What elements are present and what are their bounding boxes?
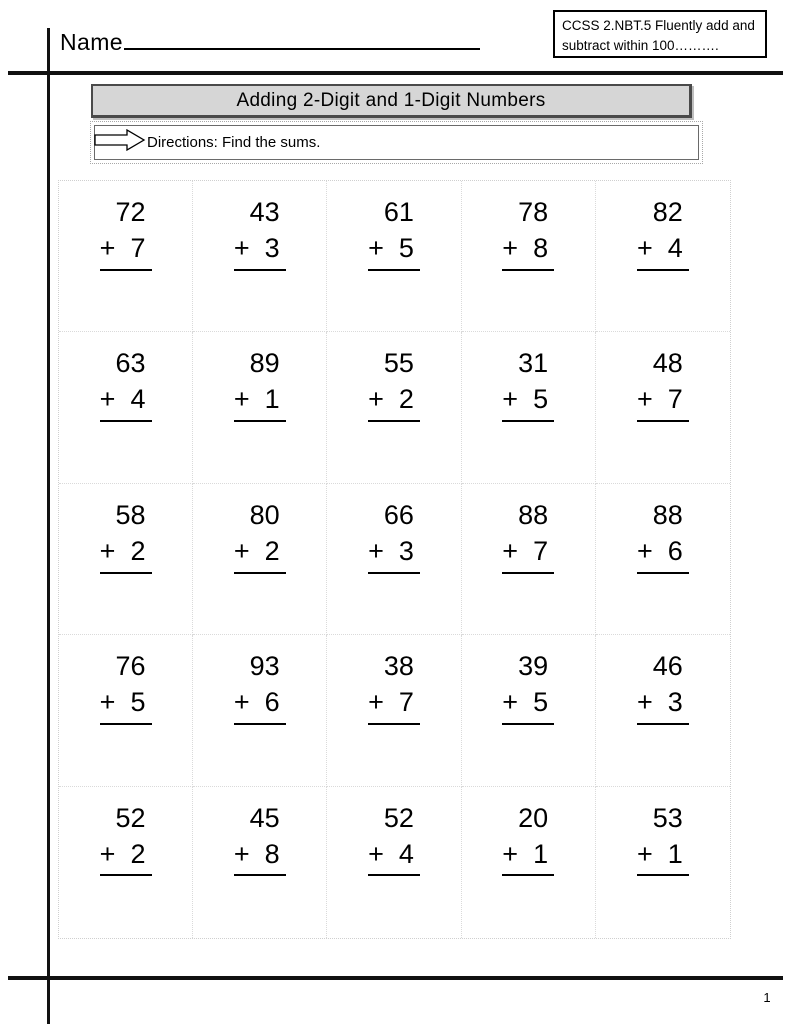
operator: + xyxy=(368,384,384,415)
problem-cell[interactable] xyxy=(327,635,461,786)
addend-value: 4 xyxy=(130,384,146,415)
problem-cell[interactable] xyxy=(596,332,730,483)
problem-cell[interactable] xyxy=(59,181,193,332)
operator: + xyxy=(99,838,116,869)
ccss-standard-box xyxy=(553,10,767,58)
addend-value: 5 xyxy=(130,687,146,718)
addend-value: 2 xyxy=(264,535,280,566)
addend-bottom xyxy=(637,837,689,877)
addend-top: 52 xyxy=(115,802,146,833)
addend-bottom xyxy=(368,837,420,877)
directions-inner-frame xyxy=(94,125,699,160)
operator: + xyxy=(502,535,519,566)
addend-value: 2 xyxy=(130,838,146,869)
addend-value: 4 xyxy=(667,232,683,263)
addend-bottom xyxy=(234,837,286,877)
problem xyxy=(502,346,554,422)
page-number: 1 xyxy=(763,990,771,1005)
right-arrow-icon xyxy=(94,129,146,156)
addend-value: 5 xyxy=(398,232,414,263)
addend-bottom xyxy=(368,685,420,725)
problem xyxy=(637,195,689,271)
operator: + xyxy=(233,384,250,415)
addend-value: 1 xyxy=(264,384,280,415)
problem xyxy=(100,195,152,271)
addend-top: 76 xyxy=(115,651,146,682)
operator: + xyxy=(233,838,250,869)
operator: + xyxy=(99,687,116,718)
problem xyxy=(100,649,152,725)
addend-top: 88 xyxy=(652,499,683,530)
problem xyxy=(637,346,689,422)
problem xyxy=(502,195,554,271)
operator: + xyxy=(368,687,384,718)
addend-value: 2 xyxy=(130,535,146,566)
operator: + xyxy=(636,384,653,415)
operator: + xyxy=(502,838,519,869)
problem-cell[interactable] xyxy=(462,635,596,786)
addend-top: 78 xyxy=(518,197,549,227)
addend-top: 66 xyxy=(383,499,414,530)
operator: + xyxy=(636,687,653,718)
addend-bottom xyxy=(234,231,286,271)
worksheet-title-banner xyxy=(91,84,692,118)
problem-cell[interactable] xyxy=(327,787,461,938)
operator: + xyxy=(233,232,250,263)
problem-cell[interactable] xyxy=(462,484,596,635)
addend-bottom xyxy=(637,534,689,574)
problem-cell[interactable] xyxy=(59,787,193,938)
footer-divider-rule xyxy=(8,976,783,980)
operator: + xyxy=(502,687,519,718)
page-title: Adding 2-Digit and 1-Digit Numbers xyxy=(236,89,546,111)
addend-value: 6 xyxy=(667,535,683,566)
addend-top: 48 xyxy=(652,348,683,379)
addend-top: 43 xyxy=(249,197,280,227)
problem-cell[interactable] xyxy=(596,635,730,786)
operator: + xyxy=(636,838,653,869)
operator: + xyxy=(636,232,653,263)
operator: + xyxy=(99,384,116,415)
addend-top: 53 xyxy=(652,802,683,833)
problem xyxy=(502,498,554,574)
addend-top: 72 xyxy=(115,197,146,227)
addend-value: 3 xyxy=(667,687,683,718)
problem-cell[interactable] xyxy=(59,332,193,483)
problem-cell[interactable] xyxy=(59,484,193,635)
problem-cell[interactable] xyxy=(193,332,327,483)
problem xyxy=(100,801,152,877)
addend-bottom xyxy=(100,231,152,271)
addend-top: 31 xyxy=(518,348,549,379)
addend-top: 52 xyxy=(383,802,414,833)
addend-value: 3 xyxy=(264,232,280,263)
operator: + xyxy=(233,687,250,718)
addend-top: 20 xyxy=(518,802,549,833)
addend-top: 58 xyxy=(115,499,146,530)
problem xyxy=(234,195,286,271)
problem xyxy=(502,649,554,725)
problem-cell[interactable] xyxy=(327,484,461,635)
addend-bottom xyxy=(637,382,689,422)
addend-top: 93 xyxy=(249,651,280,682)
problem-cell[interactable] xyxy=(327,181,461,332)
directions-box xyxy=(90,121,703,164)
addend-bottom xyxy=(234,382,286,422)
addend-top: 55 xyxy=(383,348,414,379)
addend-bottom xyxy=(502,231,554,271)
addend-bottom xyxy=(637,231,689,271)
addend-top: 45 xyxy=(249,802,280,833)
addend-bottom xyxy=(100,382,152,422)
problem xyxy=(502,801,554,877)
problem-cell[interactable] xyxy=(596,484,730,635)
addend-value: 1 xyxy=(533,838,549,869)
name-label: Name xyxy=(60,29,123,55)
addend-value: 6 xyxy=(264,687,280,718)
operator: + xyxy=(368,838,384,869)
ccss-standard-text: CCSS 2.NBT.5 Fluently add and subtract within 100………. xyxy=(562,18,755,53)
addend-bottom xyxy=(502,382,554,422)
addend-value: 7 xyxy=(667,384,683,415)
addend-bottom xyxy=(368,231,420,271)
problem xyxy=(368,498,420,574)
problem-cell[interactable] xyxy=(462,332,596,483)
addend-bottom xyxy=(502,534,554,574)
problem xyxy=(100,346,152,422)
operator: + xyxy=(368,232,384,263)
problem-cell[interactable] xyxy=(193,181,327,332)
addend-top: 89 xyxy=(249,348,280,379)
problem xyxy=(368,801,420,877)
problem xyxy=(368,346,420,422)
problems-grid xyxy=(58,180,731,939)
problem-cell[interactable] xyxy=(193,484,327,635)
addend-value: 5 xyxy=(533,687,549,718)
addend-top: 39 xyxy=(518,651,549,682)
addend-top: 61 xyxy=(383,197,414,227)
addend-top: 82 xyxy=(652,197,683,227)
name-input-blank[interactable] xyxy=(124,28,480,50)
problem xyxy=(234,346,286,422)
problem xyxy=(234,498,286,574)
addend-bottom xyxy=(368,534,420,574)
addend-value: 7 xyxy=(533,535,549,566)
problem-cell[interactable] xyxy=(193,635,327,786)
addend-value: 1 xyxy=(667,838,683,869)
operator: + xyxy=(502,384,519,415)
problem xyxy=(637,498,689,574)
name-field-row xyxy=(60,28,480,64)
problem xyxy=(368,195,420,271)
addend-bottom xyxy=(234,534,286,574)
problem-cell[interactable] xyxy=(193,787,327,938)
problem-cell[interactable] xyxy=(596,787,730,938)
problem-cell[interactable] xyxy=(596,181,730,332)
addend-value: 3 xyxy=(398,535,414,566)
addend-top: 80 xyxy=(249,499,280,530)
addend-top: 63 xyxy=(115,348,146,379)
addend-value: 7 xyxy=(130,232,146,263)
addend-bottom xyxy=(234,685,286,725)
addend-value: 8 xyxy=(264,838,280,869)
addend-top: 46 xyxy=(652,651,683,682)
problem-cell[interactable] xyxy=(462,181,596,332)
problem-cell[interactable] xyxy=(327,332,461,483)
addend-bottom xyxy=(368,382,420,422)
addend-bottom xyxy=(100,685,152,725)
problem xyxy=(100,498,152,574)
problem xyxy=(637,649,689,725)
addend-bottom xyxy=(637,685,689,725)
left-margin-rule xyxy=(47,28,50,1024)
header-divider-rule xyxy=(8,71,783,75)
addend-value: 4 xyxy=(398,838,414,869)
addend-bottom xyxy=(502,837,554,877)
addend-bottom xyxy=(502,685,554,725)
addend-bottom xyxy=(100,837,152,877)
problem xyxy=(234,801,286,877)
operator: + xyxy=(233,535,250,566)
addend-bottom xyxy=(100,534,152,574)
addend-value: 5 xyxy=(533,384,549,415)
addend-top: 88 xyxy=(518,499,549,530)
addend-value: 2 xyxy=(398,384,414,415)
problem xyxy=(368,649,420,725)
operator: + xyxy=(368,535,384,566)
directions-text: Directions: Find the sums. xyxy=(147,134,321,151)
addend-top: 38 xyxy=(383,651,414,682)
operator: + xyxy=(502,232,519,263)
operator: + xyxy=(99,232,116,263)
addend-value: 8 xyxy=(533,232,549,263)
addend-value: 7 xyxy=(398,687,414,718)
problem-cell[interactable] xyxy=(59,635,193,786)
problem-cell[interactable] xyxy=(462,787,596,938)
problem xyxy=(234,649,286,725)
operator: + xyxy=(636,535,653,566)
problem xyxy=(637,801,689,877)
operator: + xyxy=(99,535,116,566)
